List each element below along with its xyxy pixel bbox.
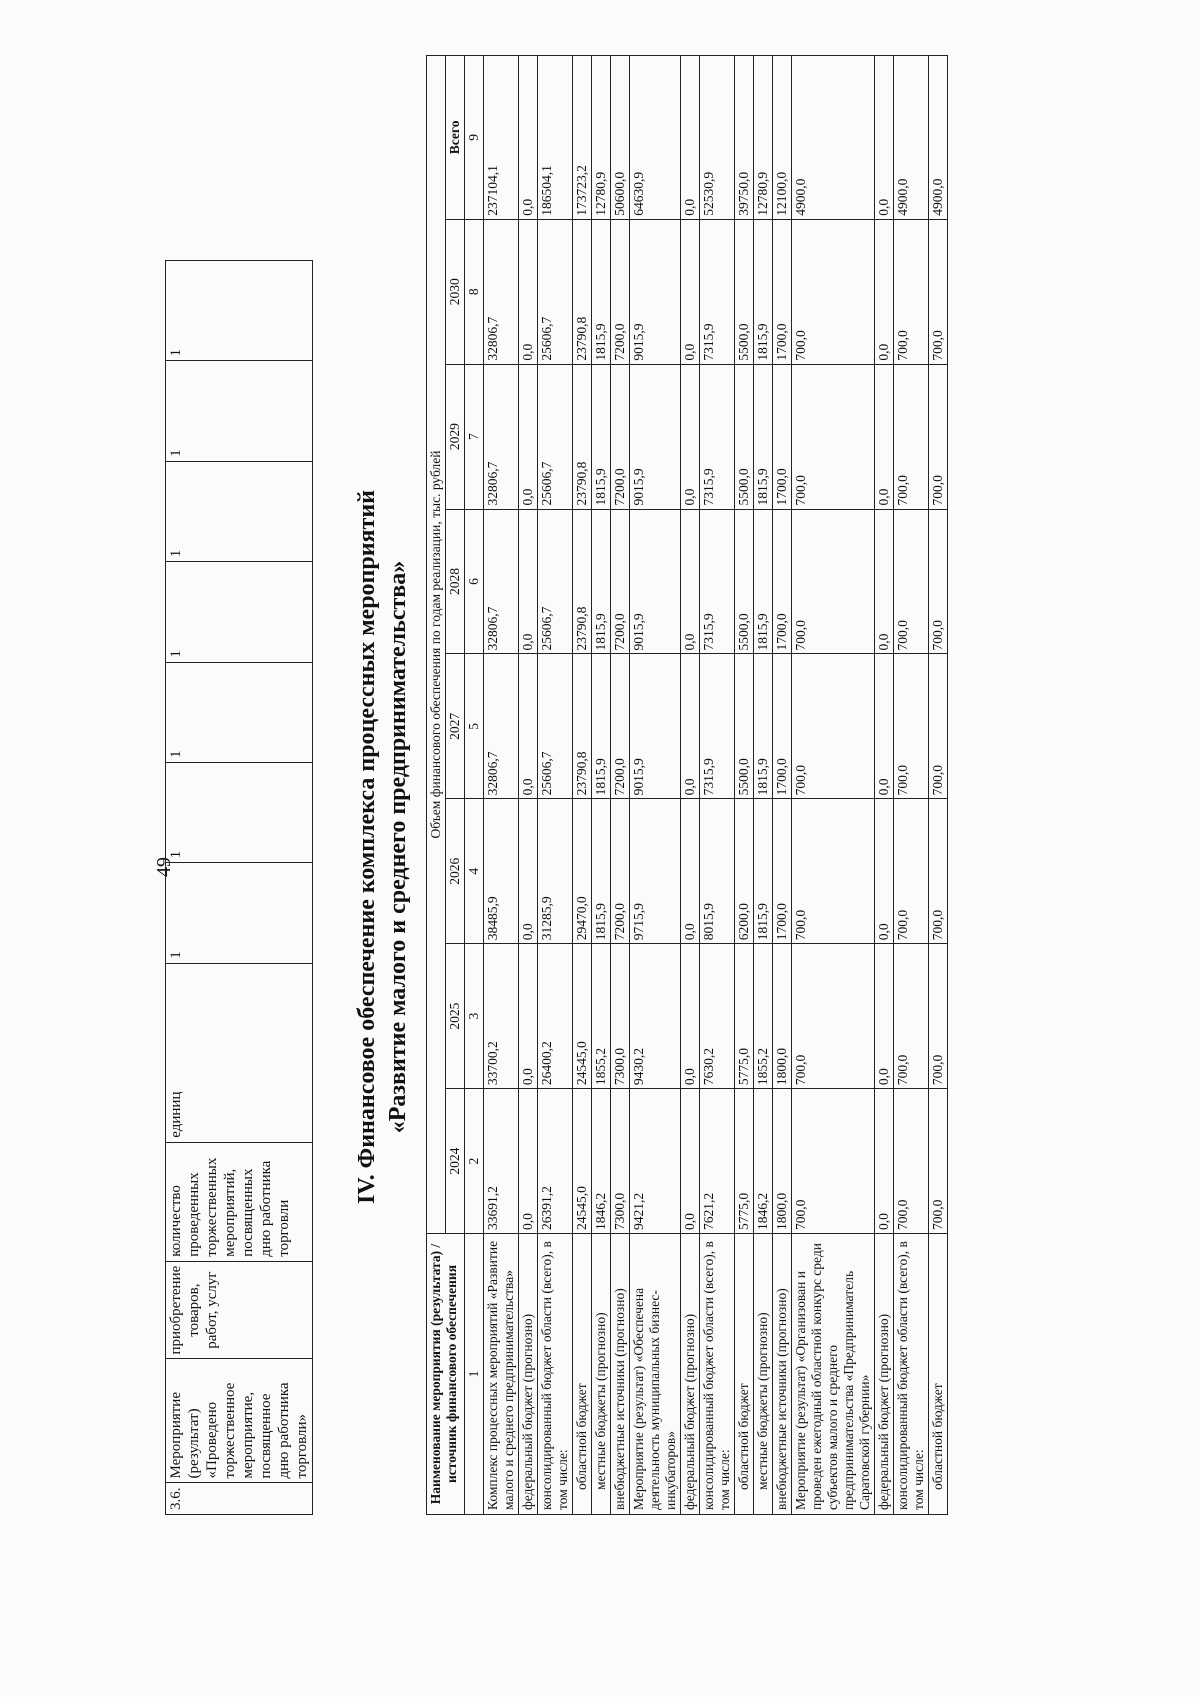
column-number: 9 xyxy=(465,56,484,220)
value-cell: 700,0 xyxy=(894,654,929,799)
value-cell: 700,0 xyxy=(894,799,929,944)
value-cell: 0,0 xyxy=(681,56,700,220)
row-label: внебюджетные источники (прогнозно) xyxy=(773,1234,792,1515)
value-cell: 700,0 xyxy=(792,364,875,509)
value-cell: 0,0 xyxy=(681,219,700,364)
value-cell: 25606,7 xyxy=(538,219,573,364)
value-cell: 700,0 xyxy=(894,509,929,654)
column-number: 3 xyxy=(465,944,484,1089)
value-cell: 1855,2 xyxy=(754,944,773,1089)
year-header: 2028 xyxy=(446,509,465,654)
value-cell: 64630,9 xyxy=(630,56,681,220)
value-cell: 700,0 xyxy=(929,219,948,364)
table-row xyxy=(700,56,735,1515)
value-cell: 5500,0 xyxy=(735,219,754,364)
table-row xyxy=(735,56,754,1515)
value-cell: 7200,0 xyxy=(611,654,630,799)
value-cell: 700,0 xyxy=(929,944,948,1089)
value-cell: 4900,0 xyxy=(792,56,875,220)
table-row xyxy=(894,56,929,1515)
value-cell: 1700,0 xyxy=(773,654,792,799)
value-cell: 0,0 xyxy=(875,654,894,799)
value-cell: 1 xyxy=(166,361,313,461)
value-cell: 0,0 xyxy=(519,944,538,1089)
value-cell: 0,0 xyxy=(681,944,700,1089)
value-cell: 1815,9 xyxy=(754,509,773,654)
value-cell: 8015,9 xyxy=(700,799,735,944)
value-cell: 0,0 xyxy=(681,1089,700,1234)
value-cell: 1 xyxy=(166,662,313,762)
value-cell: 700,0 xyxy=(894,1089,929,1234)
value-cell: 23790,8 xyxy=(573,364,592,509)
value-cell: 0,0 xyxy=(519,509,538,654)
year-header: Всего xyxy=(446,56,465,220)
table-row xyxy=(166,261,313,1515)
value-cell: 1815,9 xyxy=(754,364,773,509)
value-cell: 12780,9 xyxy=(754,56,773,220)
header-row xyxy=(427,56,446,1515)
value-cell: 0,0 xyxy=(875,509,894,654)
value-cell: 9430,2 xyxy=(630,944,681,1089)
value-cell: 1700,0 xyxy=(773,799,792,944)
unit: единиц xyxy=(166,963,313,1142)
value-cell: 1 xyxy=(166,863,313,963)
value-cell: 7200,0 xyxy=(611,799,630,944)
value-cell: 25606,7 xyxy=(538,509,573,654)
year-header: 2024 xyxy=(446,1089,465,1234)
value-cell: 7315,9 xyxy=(700,509,735,654)
value-cell: 7200,0 xyxy=(611,509,630,654)
section-heading xyxy=(352,297,414,1397)
indicator: количество проведенных торжественных мероприятий, посвященных дню работника торговли xyxy=(166,1142,313,1261)
value-cell: 1815,9 xyxy=(592,654,611,799)
financing-table xyxy=(426,55,948,1515)
value-cell: 700,0 xyxy=(792,654,875,799)
value-cell: 0,0 xyxy=(875,364,894,509)
value-cell: 5775,0 xyxy=(735,944,754,1089)
financing-table-body xyxy=(484,56,948,1515)
value-cell: 7315,9 xyxy=(700,364,735,509)
value-cell: 0,0 xyxy=(875,1089,894,1234)
value-cell: 0,0 xyxy=(519,56,538,220)
value-cell: 32806,7 xyxy=(484,654,519,799)
year-header: 2025 xyxy=(446,944,465,1089)
value-cell: 9015,9 xyxy=(630,654,681,799)
value-cell: 0,0 xyxy=(681,364,700,509)
value-cell: 0,0 xyxy=(681,799,700,944)
value-cell: 1815,9 xyxy=(754,654,773,799)
value-cell: 5500,0 xyxy=(735,364,754,509)
value-cell: 4900,0 xyxy=(929,56,948,220)
value-cell: 0,0 xyxy=(681,654,700,799)
value-cell: 700,0 xyxy=(894,944,929,1089)
value-cell: 0,0 xyxy=(875,219,894,364)
value-cell: 0,0 xyxy=(519,654,538,799)
value-cell: 1815,9 xyxy=(592,509,611,654)
table-row xyxy=(484,56,519,1515)
row-label: консолидированный бюджет области (всего), в том числе: xyxy=(700,1234,735,1515)
column-number: 1 xyxy=(465,1234,484,1515)
table-row xyxy=(519,56,538,1515)
row-number: 3.6. xyxy=(166,1483,313,1515)
value-cell: 5775,0 xyxy=(735,1089,754,1234)
heading-line-2: «Развитие малого и среднего предпринимательства» xyxy=(385,560,411,1134)
row-label: местные бюджеты (прогнозно) xyxy=(592,1234,611,1515)
value-cell: 7630,2 xyxy=(700,944,735,1089)
value-cell: 26400,2 xyxy=(538,944,573,1089)
heading-line-1: IV. Финансовое обеспечение комплекса процессных мероприятий xyxy=(354,490,380,1204)
row-label: федеральный бюджет (прогнозно) xyxy=(519,1234,538,1515)
page-number: 49 xyxy=(153,857,175,877)
previous-table-fragment xyxy=(165,260,313,1515)
value-cell: 1815,9 xyxy=(754,219,773,364)
table-row xyxy=(592,56,611,1515)
value-cell: 0,0 xyxy=(519,1089,538,1234)
value-cell: 26391,2 xyxy=(538,1089,573,1234)
value-cell: 700,0 xyxy=(929,799,948,944)
value-cell: 1815,9 xyxy=(592,799,611,944)
value-cell: 32806,7 xyxy=(484,509,519,654)
value-cell: 700,0 xyxy=(792,944,875,1089)
value-cell: 173723,2 xyxy=(573,56,592,220)
value-cell: 1846,2 xyxy=(592,1089,611,1234)
value-cell: 700,0 xyxy=(929,1089,948,1234)
value-cell: 31285,9 xyxy=(538,799,573,944)
value-cell: 1 xyxy=(166,261,313,361)
value-cell: 0,0 xyxy=(519,219,538,364)
value-cell: 7621,2 xyxy=(700,1089,735,1234)
value-cell: 23790,8 xyxy=(573,219,592,364)
value-cell: 700,0 xyxy=(792,1089,875,1234)
value-cell: 23790,8 xyxy=(573,654,592,799)
value-cell: 700,0 xyxy=(894,364,929,509)
table-row xyxy=(773,56,792,1515)
value-cell: 39750,0 xyxy=(735,56,754,220)
value-cell: 0,0 xyxy=(875,56,894,220)
value-cell: 1800,0 xyxy=(773,944,792,1089)
value-cell: 7300,0 xyxy=(611,944,630,1089)
value-cell: 9015,9 xyxy=(630,364,681,509)
value-cell: 1700,0 xyxy=(773,509,792,654)
value-cell: 7300,0 xyxy=(611,1089,630,1234)
value-cell: 1815,9 xyxy=(592,219,611,364)
year-header: 2026 xyxy=(446,799,465,944)
value-cell: 38485,9 xyxy=(484,799,519,944)
measure-name: Мероприятие (результат) «Проведено торжественное мероприятие, посвященное дню работника торговли» xyxy=(166,1359,313,1483)
table-row xyxy=(875,56,894,1515)
value-cell: 4900,0 xyxy=(894,56,929,220)
value-cell: 1700,0 xyxy=(773,364,792,509)
value-cell: 0,0 xyxy=(519,799,538,944)
value-cell: 1855,2 xyxy=(592,944,611,1089)
value-cell: 9015,9 xyxy=(630,219,681,364)
row-label: внебюджетные источники (прогнозно) xyxy=(611,1234,630,1515)
value-cell: 700,0 xyxy=(894,219,929,364)
row-label: консолидированный бюджет области (всего), в том числе: xyxy=(538,1234,573,1515)
table-row xyxy=(573,56,592,1515)
row-label: федеральный бюджет (прогнозно) xyxy=(875,1234,894,1515)
value-cell: 700,0 xyxy=(792,799,875,944)
value-cell: 9715,9 xyxy=(630,799,681,944)
value-cell: 33700,2 xyxy=(484,944,519,1089)
value-cell: 1815,9 xyxy=(754,799,773,944)
value-cell: 5500,0 xyxy=(735,509,754,654)
table-row xyxy=(681,56,700,1515)
value-cell: 6200,0 xyxy=(735,799,754,944)
row-label: федеральный бюджет (прогнозно) xyxy=(681,1234,700,1515)
value-cell: 1700,0 xyxy=(773,219,792,364)
column-number: 8 xyxy=(465,219,484,364)
header-name: Наименование мероприятия (результата) / источник финансового обеспечения xyxy=(427,1234,465,1515)
value-cell: 700,0 xyxy=(929,654,948,799)
table-row xyxy=(754,56,773,1515)
value-cell: 25606,7 xyxy=(538,364,573,509)
column-number-row xyxy=(465,56,484,1515)
value-cell: 12100,0 xyxy=(773,56,792,220)
value-cell: 50600,0 xyxy=(611,56,630,220)
column-number: 4 xyxy=(465,799,484,944)
table-row xyxy=(630,56,681,1515)
value-cell: 24545,0 xyxy=(573,944,592,1089)
value-cell: 7315,9 xyxy=(700,219,735,364)
value-cell: 12780,9 xyxy=(592,56,611,220)
value-cell: 5500,0 xyxy=(735,654,754,799)
year-header: 2027 xyxy=(446,654,465,799)
value-cell: 9421,2 xyxy=(630,1089,681,1234)
value-cell: 32806,7 xyxy=(484,364,519,509)
value-cell: 29470,0 xyxy=(573,799,592,944)
value-cell: 1 xyxy=(166,762,313,862)
value-cell: 1846,2 xyxy=(754,1089,773,1234)
table-row xyxy=(538,56,573,1515)
year-header: 2030 xyxy=(446,219,465,364)
value-cell: 25606,7 xyxy=(538,654,573,799)
value-cell: 0,0 xyxy=(875,944,894,1089)
table-row xyxy=(929,56,948,1515)
row-label: областной бюджет xyxy=(735,1234,754,1515)
row-label: Мероприятие (результат) «Обеспечена деятельность муниципальных бизнес-инкубаторов» xyxy=(630,1234,681,1515)
value-cell: 7200,0 xyxy=(611,219,630,364)
header-volume: Объем финансового обеспечения по годам реализации, тыс. рублей xyxy=(427,56,446,1234)
row-label: местные бюджеты (прогнозно) xyxy=(754,1234,773,1515)
value-cell: 700,0 xyxy=(929,364,948,509)
value-cell: 7200,0 xyxy=(611,364,630,509)
value-cell: 1 xyxy=(166,562,313,662)
value-cell: 186504,1 xyxy=(538,56,573,220)
value-cell: 7315,9 xyxy=(700,654,735,799)
value-cell: 23790,8 xyxy=(573,509,592,654)
column-number: 6 xyxy=(465,509,484,654)
column-number: 2 xyxy=(465,1089,484,1234)
row-label: Мероприятие (результат) «Организован и проведен ежегодный областной конкурс среди субъектов малого и среднего предпринимательства «Предприниматель Саратовской губернии» xyxy=(792,1234,875,1515)
table-row xyxy=(611,56,630,1515)
table-row xyxy=(792,56,875,1515)
value-cell: 9015,9 xyxy=(630,509,681,654)
value-cell: 1800,0 xyxy=(773,1089,792,1234)
row-label: Комплекс процессных мероприятий «Развитие малого и среднего предпринимательства» xyxy=(484,1234,519,1515)
value-cell: 0,0 xyxy=(519,364,538,509)
value-cell: 237104,1 xyxy=(484,56,519,220)
value-cell: 32806,7 xyxy=(484,219,519,364)
measure-type: приобретение товаров, работ, услуг xyxy=(166,1261,313,1359)
value-cell: 700,0 xyxy=(792,219,875,364)
column-number: 5 xyxy=(465,654,484,799)
row-label: областной бюджет xyxy=(929,1234,948,1515)
year-header: 2029 xyxy=(446,364,465,509)
value-cell: 0,0 xyxy=(681,509,700,654)
value-cell: 1 xyxy=(166,461,313,561)
row-label: областной бюджет xyxy=(573,1234,592,1515)
value-cell: 1815,9 xyxy=(592,364,611,509)
value-cell: 700,0 xyxy=(792,509,875,654)
value-cell: 700,0 xyxy=(929,509,948,654)
column-number: 7 xyxy=(465,364,484,509)
row-label: консолидированный бюджет области (всего), в том числе: xyxy=(894,1234,929,1515)
value-cell: 33691,2 xyxy=(484,1089,519,1234)
value-cell: 24545,0 xyxy=(573,1089,592,1234)
value-cell: 52530,9 xyxy=(700,56,735,220)
value-cell: 0,0 xyxy=(875,799,894,944)
